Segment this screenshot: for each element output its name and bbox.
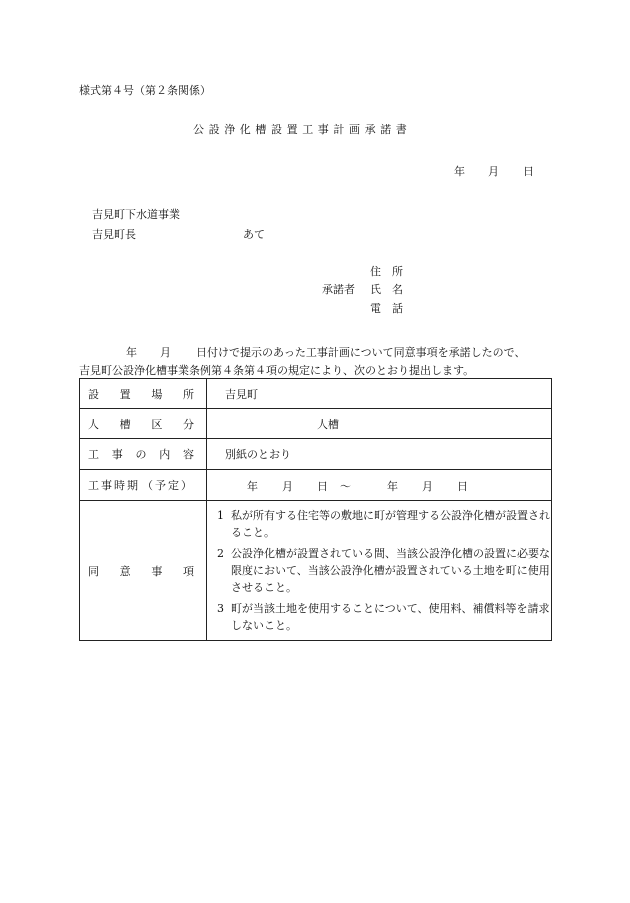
table-row-work-content xyxy=(80,439,552,470)
date-year-label: 年 xyxy=(454,165,465,178)
application-table xyxy=(79,378,552,641)
label-char: の xyxy=(135,448,147,461)
consent-item-number: 2 xyxy=(217,547,224,560)
label-work-period xyxy=(80,470,207,501)
label-char: 事 xyxy=(151,564,163,578)
approver-name-label: 氏 名 xyxy=(370,283,403,296)
label-char: 工 xyxy=(88,448,99,461)
label-char: 事 xyxy=(111,448,123,461)
consent-item xyxy=(217,507,551,541)
intro-line1: 日付けで提示のあった工事計画について同意事項を承諾したので、 xyxy=(196,346,526,359)
table-row-consent xyxy=(80,501,552,641)
period-start-day: 日 xyxy=(317,480,328,493)
consent-item-text: 町が当該土地を使用することについて、使用料、補償料等を請求しないこと。 xyxy=(231,602,550,632)
period-end-year: 年 xyxy=(387,480,398,493)
label-char: 容 xyxy=(183,448,194,461)
addressee-organization: 吉見町下水道事業 xyxy=(92,208,180,221)
label-char: 意 xyxy=(119,564,131,578)
consent-item-number: 1 xyxy=(217,509,224,522)
label-consent xyxy=(80,501,207,641)
value-location xyxy=(207,379,552,409)
period-end-day: 日 xyxy=(457,480,468,493)
label-char: 区 xyxy=(151,417,163,431)
label-work-content xyxy=(80,439,207,470)
intro-year: 年 xyxy=(126,346,137,359)
approver-role-label: 承諾者 xyxy=(322,283,355,296)
value-work-content xyxy=(207,439,552,470)
work-content-value: 別紙のとおり xyxy=(225,448,291,461)
label-char: 分 xyxy=(182,417,194,431)
label-char: 設 xyxy=(88,387,99,401)
value-capacity xyxy=(207,409,552,439)
label-char: 人 xyxy=(88,417,99,431)
label-char: 場 xyxy=(151,387,163,401)
label-capacity xyxy=(80,409,207,439)
consent-item-text: 私が所有する住宅等の敷地に町が管理する公設浄化槽が設置されること。 xyxy=(231,509,550,539)
label-char: 置 xyxy=(119,387,131,401)
intro-line2: 吉見町公設浄化槽事業条例第４条第４項の規定により、次のとおり提出します。 xyxy=(79,364,475,377)
intro-month: 月 xyxy=(160,346,171,359)
table-row-location xyxy=(80,379,552,409)
table-row-work-period xyxy=(80,470,552,501)
value-work-period xyxy=(207,470,552,501)
consent-item-text: 公設浄化槽が設置されている間、当該公設浄化槽の設置に必要な限度において、当該公設浄化槽が設置されている土地を町に使用させること。 xyxy=(231,547,550,594)
addressee-suffix: あて xyxy=(243,228,265,241)
label-location xyxy=(80,379,207,409)
period-separator: ～ xyxy=(340,480,351,493)
consent-list xyxy=(207,501,551,640)
label-char: 内 xyxy=(159,448,171,461)
label-char: 同 xyxy=(88,564,99,578)
period-start-month: 月 xyxy=(282,480,293,493)
addressee-mayor: 吉見町長 xyxy=(92,228,136,241)
label-char: 所 xyxy=(182,387,194,401)
date-month-label: 月 xyxy=(488,165,499,178)
label-char: 槽 xyxy=(119,417,131,431)
date-day-label: 日 xyxy=(523,165,534,178)
label-char: （予定） xyxy=(142,479,194,492)
period-end-month: 月 xyxy=(422,480,433,493)
consent-item xyxy=(217,545,551,596)
table-row-capacity xyxy=(80,409,552,439)
label-char: 工事時期 xyxy=(88,479,140,492)
label-char: 項 xyxy=(182,564,194,578)
period-start-year: 年 xyxy=(247,480,258,493)
document-title: 公設浄化槽設置工事計画承諾書 xyxy=(193,123,412,136)
approver-phone-label: 電 話 xyxy=(370,302,403,315)
form-number: 様式第４号（第２条関係） xyxy=(79,84,211,97)
capacity-value: 人槽 xyxy=(317,417,339,431)
approver-address-label: 住 所 xyxy=(370,265,403,278)
consent-item-number: 3 xyxy=(217,602,224,615)
value-consent xyxy=(207,501,552,641)
location-value: 吉見町 xyxy=(225,387,258,401)
consent-item xyxy=(217,600,551,634)
